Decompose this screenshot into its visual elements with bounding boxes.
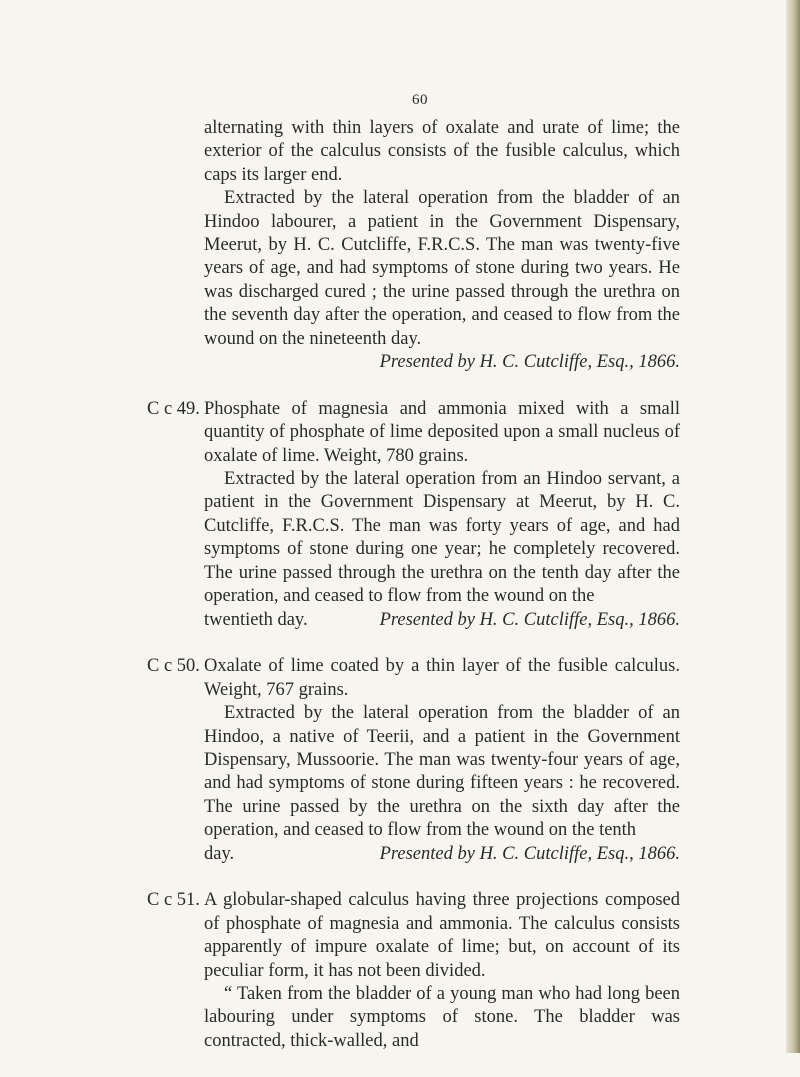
entry-closing-line	[204, 843, 680, 866]
entry-last-words: twentieth day.	[204, 609, 308, 630]
page-number: 60	[412, 92, 428, 108]
catalogue-entry-cc51	[0, 889, 800, 1053]
entry-paragraph: alternating with thin layers of oxalate and urate of lime; the exterior of the calculus consists of the fusible calculus, which caps its larger end.	[204, 118, 680, 185]
catalogue-entry-cc50	[0, 655, 800, 866]
entry-attribution: Presented by H. C. Cutcliffe, Esq., 1866.	[379, 609, 680, 630]
entry-paragraph: Extracted by the lateral operation from the bladder of an Hindoo labourer, a patient in the Government Dispensary, Meerut, by H. C. Cutcliffe, F.R.C.S. The man was twenty-five years of age, and had symptoms of stone during two years. He was discharged cured ; the urine passed through the urethra on the seventh day after the operation, and ceased to flow from the wound on the nineteenth day.	[204, 188, 680, 349]
entry-attribution: Presented by H. C. Cutcliffe, Esq., 1866.	[379, 352, 680, 373]
entry-paragraph: A globular-shaped calculus having three projections composed of phosphate of magnesia and ammonia. The calculus consists apparently of impure oxalate of lime; but, on account of its peculiar form, it has not been divided.	[204, 890, 680, 981]
entry-attribution: Presented by H. C. Cutcliffe, Esq., 1866.	[379, 843, 680, 864]
catalogue-entry-cc49	[0, 398, 800, 632]
entry-paragraph: “ Taken from the bladder of a young man who had long been labouring under symptoms of stone. The bladder was contracted, thick-walled, and	[204, 983, 680, 1051]
entry-closing-line	[204, 609, 680, 632]
page-body	[0, 117, 800, 1077]
entry-paragraph: Phosphate of magnesia and ammonia mixed with a small quantity of phosphate of lime deposited upon a small nucleus of oxalate of lime. Weight, 780 grains.	[204, 398, 680, 466]
entry-paragraph: Oxalate of lime coated by a thin layer of the fusible calculus. Weight, 767 grains.	[204, 656, 680, 700]
entry-paragraph: Extracted by the lateral operation from the bladder of an Hindoo, a native of Teerii, and a patient in the Government Dispensary, Mussoorie. The man was twenty-four years of age, and had symptoms of stone during fifteen years : he recovered. The urine passed by the urethra on the sixth day after the operation, and ceased to flow from the wound on the tenth	[204, 703, 680, 841]
specimen-id: C c 51.	[147, 890, 200, 911]
page-edge-shadow	[786, 0, 800, 1053]
entry-paragraph: Extracted by the lateral operation from an Hindoo servant, a patient in the Government Dispensary at Meerut, by H. C. Cutcliffe, F.R.C.S. The man was forty years of age, and had symptoms of stone during one year; he completely recovered. The urine passed through the urethra on the tenth day after the operation, and ceased to flow from the wound on the	[204, 469, 680, 607]
specimen-id: C c 49.	[147, 398, 200, 419]
entry-last-words: day.	[204, 843, 235, 864]
catalogue-entry-continued	[0, 117, 800, 374]
specimen-id: C c 50.	[147, 656, 200, 677]
